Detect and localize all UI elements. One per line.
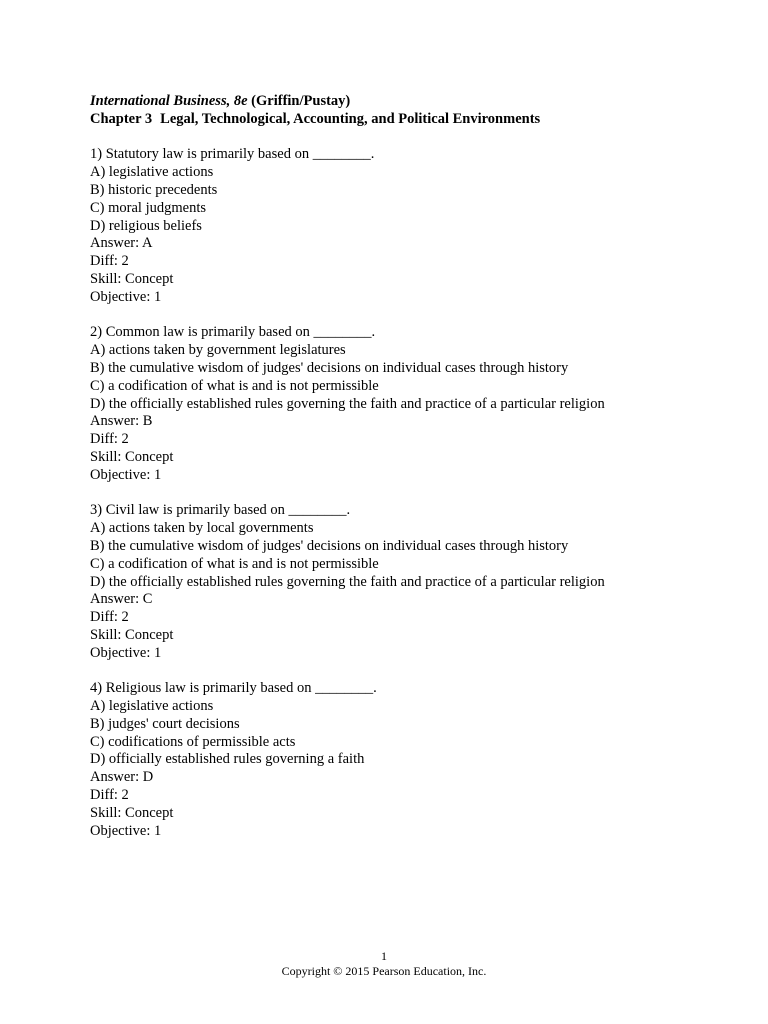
option-a: A) actions taken by local governments	[90, 520, 314, 537]
option-c: C) a codification of what is and is not permissible	[90, 377, 379, 394]
question-3	[90, 502, 730, 662]
chapter-title: Legal, Technological, Accounting, and Political Environments	[160, 110, 541, 127]
option-c: C) codifications of permissible acts	[90, 733, 296, 750]
option-b: B) judges' court decisions	[90, 715, 240, 732]
answer-line: Answer: A	[90, 235, 153, 252]
objective-line: Objective: 1	[90, 644, 162, 661]
skill-line: Skill: Concept	[90, 626, 174, 643]
option-c: C) a codification of what is and is not permissible	[90, 555, 379, 572]
chapter-label: Chapter 3	[90, 110, 153, 127]
option-d: D) officially established rules governing a faith	[90, 751, 365, 768]
skill-line: Skill: Concept	[90, 804, 174, 821]
option-b: B) the cumulative wisdom of judges' decisions on individual cases through history	[90, 359, 569, 376]
option-a: A) actions taken by government legislatures	[90, 342, 346, 359]
objective-line: Objective: 1	[90, 466, 162, 483]
diff-line: Diff: 2	[90, 609, 129, 626]
question-2	[90, 324, 730, 484]
question-1	[90, 146, 730, 306]
option-d: D) the officially established rules governing the faith and practice of a particular religion	[90, 395, 605, 412]
question-stem: 1) Statutory law is primarily based on ________.	[90, 146, 375, 163]
skill-line: Skill: Concept	[90, 448, 174, 465]
book-header	[90, 93, 730, 111]
question-stem: 3) Civil law is primarily based on ________.	[90, 502, 351, 519]
question-stem: 4) Religious law is primarily based on ________.	[90, 680, 377, 697]
answer-line: Answer: D	[90, 769, 154, 786]
diff-line: Diff: 2	[90, 431, 129, 448]
option-b: B) historic precedents	[90, 181, 218, 198]
diff-line: Diff: 2	[90, 253, 129, 270]
page-number: 1	[381, 949, 387, 963]
book-authors: (Griffin/Pustay)	[251, 93, 351, 109]
page-content	[90, 93, 730, 858]
option-a: A) legislative actions	[90, 164, 214, 181]
option-d: D) the officially established rules governing the faith and practice of a particular religion	[90, 573, 605, 590]
chapter-header	[90, 111, 730, 129]
question-4	[90, 680, 730, 840]
objective-line: Objective: 1	[90, 288, 162, 305]
header-spacer	[90, 129, 730, 147]
option-a: A) legislative actions	[90, 698, 214, 715]
objective-line: Objective: 1	[90, 822, 162, 839]
option-c: C) moral judgments	[90, 199, 206, 216]
book-title: International Business, 8e	[90, 93, 248, 109]
answer-line: Answer: C	[90, 591, 153, 608]
skill-line: Skill: Concept	[90, 270, 174, 287]
diff-line: Diff: 2	[90, 787, 129, 804]
option-d: D) religious beliefs	[90, 217, 202, 234]
answer-line: Answer: B	[90, 413, 153, 430]
copyright-notice: Copyright © 2015 Pearson Education, Inc.	[281, 964, 487, 978]
question-stem: 2) Common law is primarily based on ________.	[90, 324, 376, 341]
option-b: B) the cumulative wisdom of judges' decisions on individual cases through history	[90, 537, 569, 554]
